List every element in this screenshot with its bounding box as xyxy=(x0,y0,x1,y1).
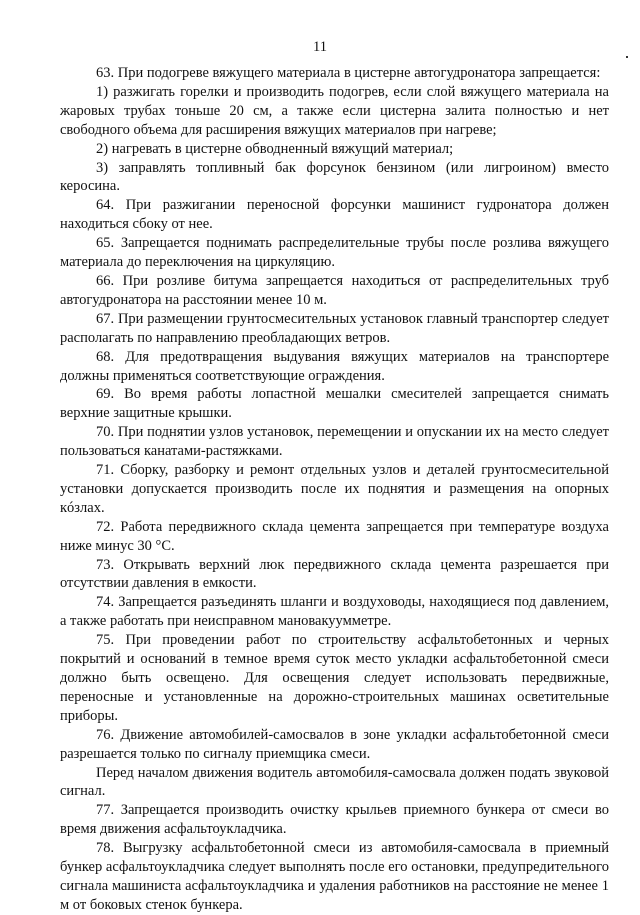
paragraph xyxy=(60,593,609,631)
paragraph xyxy=(60,385,609,423)
paragraph-number: 65. xyxy=(96,235,115,252)
paragraph xyxy=(60,461,609,518)
scan-mark xyxy=(626,56,628,58)
paragraph xyxy=(60,272,609,310)
paragraph xyxy=(60,518,609,556)
paragraph xyxy=(60,234,609,272)
paragraph-number: 73. xyxy=(96,556,115,573)
paragraph xyxy=(60,423,609,461)
paragraph-number: 68. xyxy=(96,348,115,365)
paragraph xyxy=(60,726,609,764)
paragraph-text: Выгрузку асфальтобетонной смеси из автомобиля-самосвала в приемный бункер асфальтоукладчика следует выполнять после его остановки, предупредительного сигнала машиниста асфальтоукладчика и удаления работников на расстояние не менее 1 м от боковых стенок бункера. xyxy=(60,840,610,913)
paragraph-text: 1) разжигать горелки и производить подогрев, если слой вяжущего материала на жаровых трубах тоньше 20 см, а также если цистерна залита полностью и нет свободного объема для расширения вяжущих материалов при нагреве; xyxy=(60,83,609,138)
paragraph xyxy=(60,310,609,348)
paragraph xyxy=(60,801,609,839)
paragraph-text: Во время работы лопастной мешалки смесителей запрещается снимать верхние защитные крышки. xyxy=(60,386,609,422)
paragraph-number: 78. xyxy=(96,840,115,857)
paragraph xyxy=(60,556,609,594)
paragraph-text: 3) заправлять топливный бак форсунок бензином (или лигроином) вместо керосина. xyxy=(60,159,609,195)
paragraph-text: Движение автомобилей-самосвалов в зоне укладки асфальтобетонной смеси разрешается только по сигналу приемщика смеси. xyxy=(60,726,609,762)
paragraph-number: 70. xyxy=(96,424,115,441)
paragraph xyxy=(60,83,609,140)
paragraph-text: При поднятии узлов установок, перемещении и опускании их на место следует пользоваться канатами-растяжками. xyxy=(60,424,609,460)
paragraph-number: 75. xyxy=(96,632,115,649)
paragraph-number: 63. xyxy=(96,65,115,81)
paragraph-text: 2) нагревать в цистерне обводненный вяжущий материал; xyxy=(96,140,454,157)
paragraph-text: Открывать верхний люк передвижного склада цемента разрешается при отсутствии давления в емкости. xyxy=(60,556,609,592)
paragraph-text: При размещении грунтосмесительных установок главный транспортер следует располагать по направлению преобладающих ветров. xyxy=(60,310,609,346)
document-body xyxy=(60,64,609,915)
paragraph-number: 69. xyxy=(96,386,115,403)
paragraph-number: 76. xyxy=(96,726,115,743)
paragraph-number: 66. xyxy=(96,272,115,289)
paragraph xyxy=(60,159,609,197)
paragraph-text: Сборку, разборку и ремонт отдельных узлов и деталей грунтосмесительной установки допускается производить после их поднятия и размещения на опорных кóзлах. xyxy=(60,462,609,516)
paragraph-text: При проведении работ по строительству асфальтобетонных и черных покрытий и оснований в темное время суток место укладки асфальтобетонной смеси должно быть освещено. Для освещения следует использовать передвижные, переносные и установленные на дорожно-строительных машинах осветительные приборы. xyxy=(60,632,610,724)
paragraph-number: 64. xyxy=(96,197,115,214)
paragraph xyxy=(60,764,609,802)
paragraph xyxy=(60,839,609,915)
paragraph xyxy=(60,196,609,234)
paragraph-number: 77. xyxy=(96,802,115,819)
paragraph xyxy=(60,140,609,159)
paragraph-text: При разжигании переносной форсунки машинист гудронатора должен находиться сбоку от нее. xyxy=(60,197,609,233)
paragraph-number: 67. xyxy=(96,310,115,327)
paragraph-text: Работа передвижного склада цемента запрещается при температуре воздуха ниже минус 30 °С. xyxy=(60,518,609,554)
paragraph xyxy=(60,631,609,726)
paragraph-text: Перед началом движения водитель автомобиля-самосвала должен подать звуковой сигнал. xyxy=(60,764,609,800)
paragraph-text: При розливе битума запрещается находиться от распределительных труб автогудронатора на расстоянии менее 10 м. xyxy=(60,272,610,308)
paragraph-text: Запрещается производить очистку крыльев приемного бункера от смеси во время движения асфальтоукладчика. xyxy=(60,802,609,838)
paragraph-text: Запрещается разъединять шланги и воздуховоды, находящиеся под давлением, а также работать при неисправном мановакуумметре. xyxy=(60,594,609,630)
paragraph-number: 71. xyxy=(96,462,115,479)
paragraph-text: При подогреве вяжущего материала в цистерне автогудронатора запрещается: xyxy=(117,65,601,81)
paragraph-text: Запрещается поднимать распределительные трубы после розлива вяжущего материала до переключения на циркуляцию. xyxy=(60,235,609,271)
paragraph-number: 74. xyxy=(96,594,115,611)
page-number: 11 xyxy=(313,39,327,55)
paragraph xyxy=(60,64,609,83)
paragraph-text: Для предотвращения выдувания вяжущих материалов на транспортере должны применяться соответствующие ограждения. xyxy=(60,348,610,384)
paragraph xyxy=(60,348,609,386)
paragraph-number: 72. xyxy=(96,518,115,535)
